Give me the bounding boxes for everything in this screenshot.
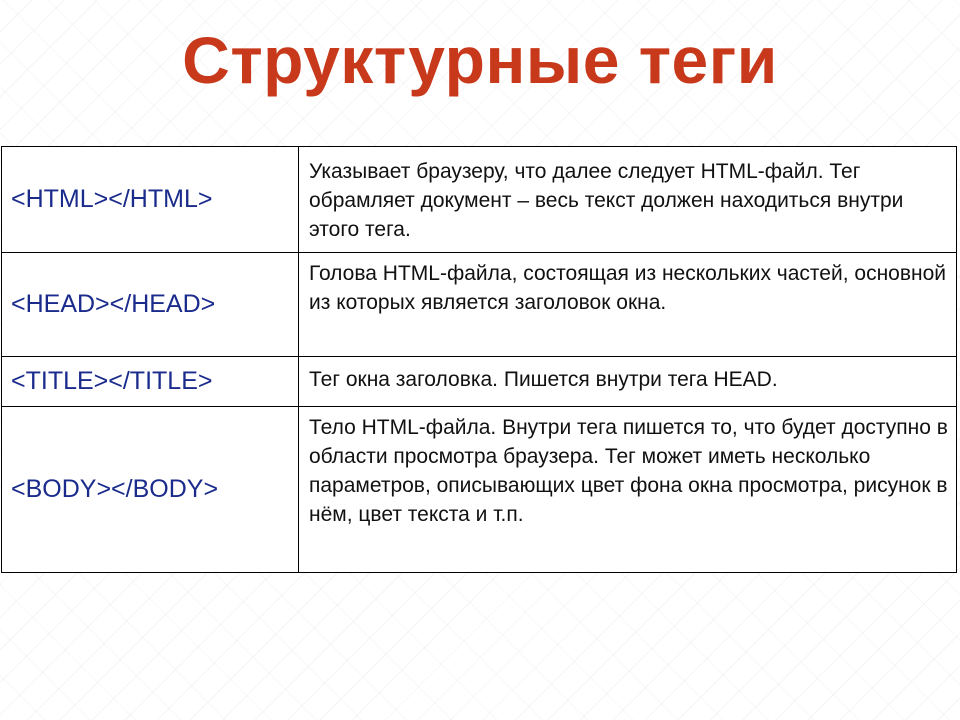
description-cell-html: Указывает браузеру, что далее следует HTML-файл. Тег обрамляет документ – весь текст должен находиться внутри этого тега. [299,147,957,253]
description-cell-title: Тег окна заголовка. Пишется внутри тега HEAD. [299,357,957,407]
table-row [2,253,957,357]
tag-cell-title: <TITLE></TITLE> [2,357,299,407]
description-cell-body: Тело HTML-файла. Внутри тега пишется то, что будет доступно в области просмотра браузера. Тег может иметь несколько параметров, описывающих цвет фона окна просмотра, рисунок в нём, цвет текста и т.п. [299,407,957,573]
table-row [2,407,957,573]
description-cell-head: Голова HTML-файла, состоящая из нескольких частей, основной из которых является заголовок окна. [299,253,957,357]
table-row [2,147,957,253]
structural-tags-table [1,146,957,573]
tag-cell-html: <HTML></HTML> [2,147,299,253]
table-row [2,357,957,407]
tag-cell-head: <HEAD></HEAD> [2,253,299,357]
tag-cell-body: <BODY></BODY> [2,407,299,573]
slide-title: Структурные теги [182,23,778,97]
